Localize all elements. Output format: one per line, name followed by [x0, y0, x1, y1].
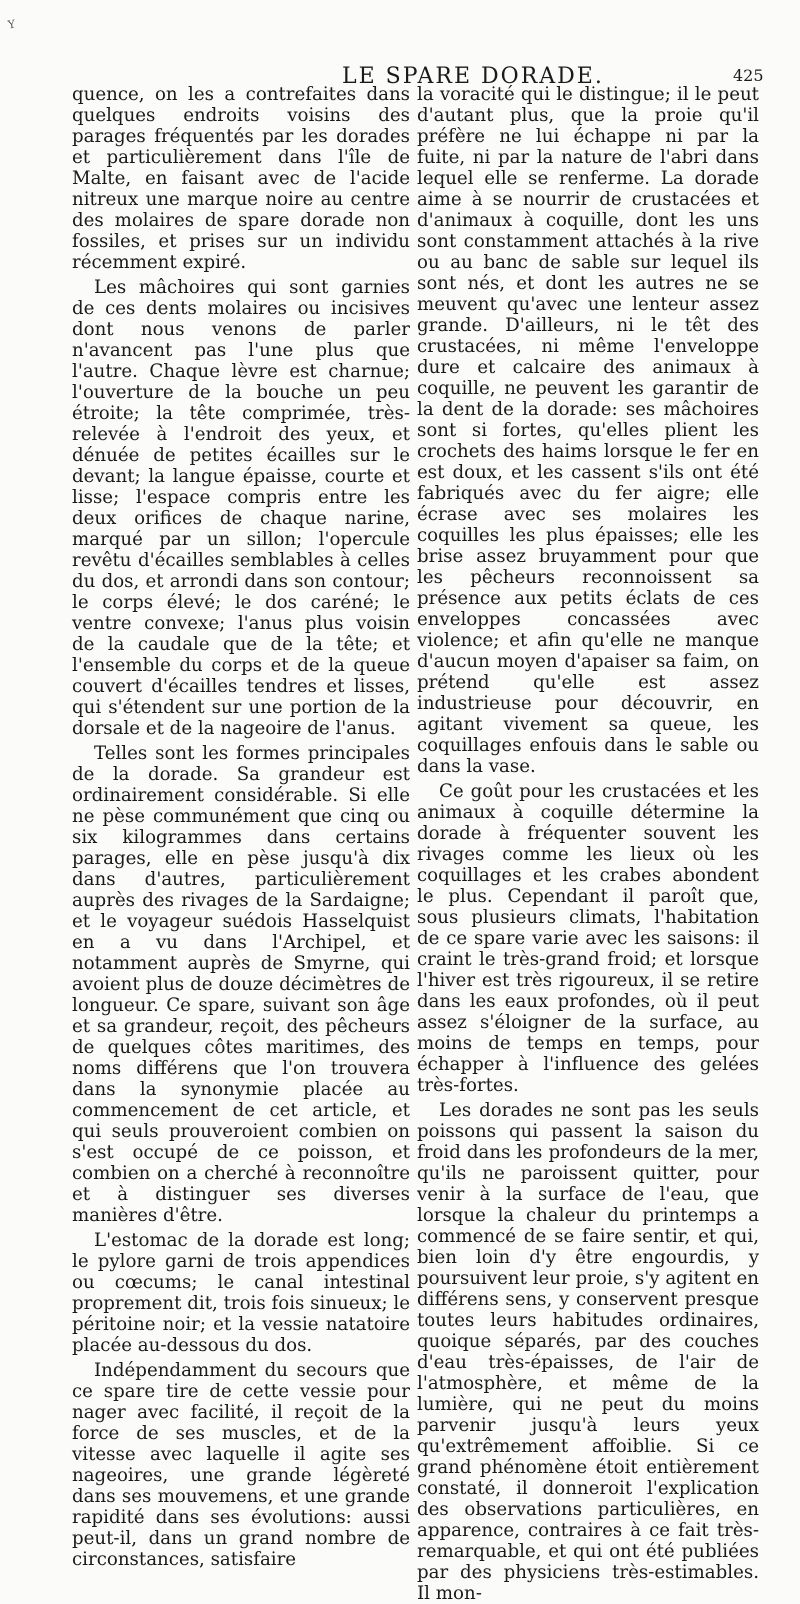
corner-mark: Y: [6, 17, 17, 32]
paragraph: Telles sont les formes principales de la dorade. Sa grandeur est ordinairement considérable. Si elle ne pèse communément que cinq ou six kilogrammes dans certains parages, elle en pèse jusqu'à dix dans d'autres, particulièrement auprès des rivages de la Sardaigne; et le voyageur suédois Hasselquist en a vu dans l'Archipel, et notamment auprès de Smyrne, qui avoient plus de douze décimètres de longueur. Ce spare, suivant son âge et sa grandeur, reçoit, des pêcheurs de quelques côtes maritimes, des noms différens que l'on trouvera dans la synonymie placée au commencement de cet article, et qui seuls prouveroient combien on s'est occupé de ce poisson, et combien on a cherché à reconnoître et à distinguer ses diverses manières d'être.: [72, 743, 410, 1226]
page-number: 425: [733, 66, 764, 85]
paragraph: Les dorades ne sont pas les seuls poissons qui passent la saison du froid dans les profondeurs de la mer, qu'ils ne paroissent quitter, pour venir à la surface de l'eau, que lorsque la chaleur du printemps a commencé de se faire sentir, et qui, bien loin d'y être engourdis, y poursuivent leur proie, s'y agitent en différens sens, y conservent presque toutes leurs habitudes ordinaires, quoique séparés, par des couches d'eau très-épaisses, de l'air de l'atmosphère, et même de la lumière, qui ne peut du moins parvenir jusqu'à leurs yeux qu'extrêmement affoiblie. Si ce grand phénomène étoit entièrement constaté, il donneroit l'explication des observations particulières, en apparence, contraires à ce fait très-remarquable, et qui ont été publiées par des physiciens très-estimables. Il mon-: [417, 1100, 759, 1604]
right-column: [417, 84, 759, 1604]
paragraph: Indépendamment du secours que ce spare tire de cette vessie pour nager avec facilité, il reçoit de la force de ses muscles, et de la vitesse avec laquelle il agite ses nageoires, une grande légèreté dans ses mouvemens, et une grande rapidité dans ses évolutions: aussi peut-il, dans un grand nombre de circonstances, satisfaire: [72, 1360, 410, 1570]
paragraph: la voracité qui le distingue; il le peut d'autant plus, que la proie qu'il préfère ne lui échappe ni par la fuite, ni par la nature de l'abri dans lequel elle se renferme. La dorade aime à se nourrir de crustacées et d'animaux à coquille, dont les uns sont constamment attachés à la rive ou au banc de sable sur lequel ils sont nés, et dont les autres ne se meuvent qu'avec une lenteur assez grande. D'ailleurs, ni le têt des crustacées, ni même l'enveloppe dure et calcaire des animaux à coquille, ne peuvent les garantir de la dent de la dorade: ses mâchoires sont si fortes, qu'elles plient les crochets des haims lorsque le fer en est doux, et les cassent s'ils ont été fabriqués avec du fer aigre; elle écrase avec ses molaires les coquilles les plus épaisses; elle les brise assez bruyamment pour que les pêcheurs reconnoissent sa présence aux petits éclats de ces enveloppes concassées avec violence; et afin qu'elle ne manque d'aucun moyen d'apaiser sa faim, on prétend qu'elle est assez industrieuse pour découvrir, en agitant vivement sa queue, les coquillages enfouis dans le sable ou dans la vase.: [417, 84, 759, 777]
paragraph: L'estomac de la dorade est long; le pylore garni de trois appendices ou cœcums; le canal intestinal proprement dit, trois fois sinueux; le péritoine noir; et la vessie natatoire placée au-dessous du dos.: [72, 1230, 410, 1356]
left-column: [72, 84, 410, 1570]
paragraph: Les mâchoires qui sont garnies de ces dents molaires ou incisives dont nous venons de parler n'avancent pas l'une plus que l'autre. Chaque lèvre est charnue; l'ouverture de la bouche un peu étroite; la tête comprimée, très-relevée à l'endroit des yeux, et dénuée de petites écailles sur le devant; la langue épaisse, courte et lisse; l'espace compris entre les deux orifices de chaque narine, marqué par un sillon; l'opercule revêtu d'écailles semblables à celles du dos, et arrondi dans son contour; le corps élevé; le dos caréné; le ventre convexe; l'anus plus voisin de la caudale que de la tête; et l'ensemble du corps et de la queue couvert d'écailles tendres et lisses, qui s'étendent sur une portion de la dorsale et de la nageoire de l'anus.: [72, 277, 410, 739]
paragraph: Ce goût pour les crustacées et les animaux à coquille détermine la dorade à fréquenter souvent les rivages comme les lieux où les coquillages et les crabes abondent le plus. Cependant il paroît que, sous plusieurs climats, l'habitation de ce spare varie avec les saisons: il craint le très-grand froid; et lorsque l'hiver est très rigoureux, il se retire dans les eaux profondes, où il peut assez s'éloigner de la surface, au moins de temps en temps, pour échapper à l'influence des gelées très-fortes.: [417, 781, 759, 1096]
running-title: LE SPARE DORADE.: [342, 64, 604, 89]
paragraph: quence, on les a contrefaites dans quelques endroits voisins des parages fréquentés par les dorades et particulièrement dans l'île de Malte, en faisant avec de l'acide nitreux une marque noire au centre des molaires de spare dorade non fossiles, et prises sur un individu récemment expiré.: [72, 84, 410, 273]
